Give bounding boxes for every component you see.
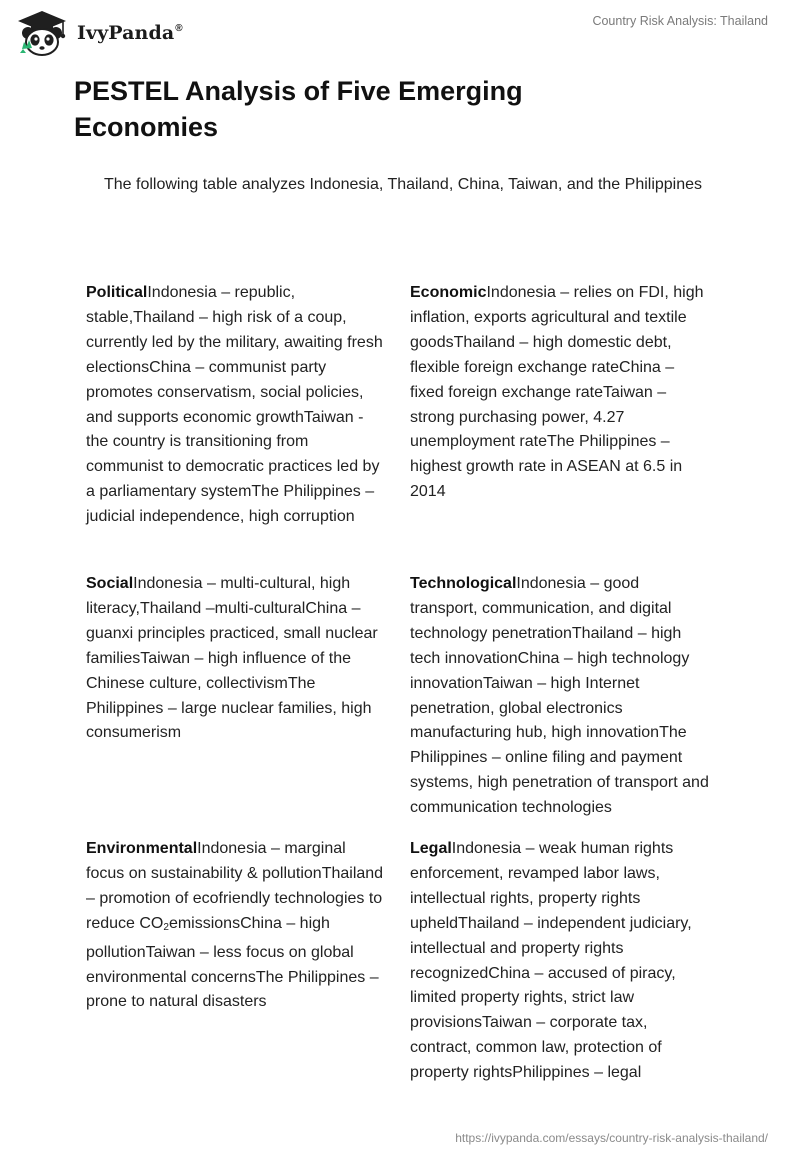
cell-text: Indonesia – republic, stable,Thailand – high risk of a coup, currently led by the military, awaiting fresh electionsChina – communist party promotes conservatism, social policies, and supports economic growthTaiwan - the country is transitioning from communist to democratic practices led by a parliamentary systemThe Philippines – judicial independence, high corruption	[86, 284, 383, 526]
cell-text: Indonesia – weak human rights enforcement, revamped labor laws, intellectual rights, property rights upheldThailand – independent judiciary, intellectual and property rights recognizedChina – accused of piracy, limited property rights, strict law provisionsTaiwan – corporate tax, contract, common law, protection of property rightsPhilippines – legal	[410, 840, 692, 1082]
logo-wordmark: IvyPanda®	[77, 22, 183, 44]
cell-text: Indonesia – multi-cultural, high literacy,Thailand –multi-culturalChina – guanxi principles practiced, small nuclear familiesTaiwan – high influence of the Chinese culture, collectivismThe Philippines – large nuclear families, high consumerism	[86, 575, 378, 742]
cell-text-continued: emissionsChina – high pollutionTaiwan – less focus on global environmental concernsThe Philippines – prone to natural disasters	[86, 914, 379, 1011]
intro-paragraph: The following table analyzes Indonesia, Thailand, China, Taiwan, and the Philippines	[104, 176, 703, 193]
cell-label: Economic	[410, 284, 487, 301]
pestel-cell-legal	[410, 837, 710, 1086]
panda-graduate-icon	[14, 9, 70, 57]
running-title: Country Risk Analysis: Thailand	[592, 14, 768, 28]
cell-label: Social	[86, 575, 134, 592]
cell-label: Environmental	[86, 840, 198, 857]
pestel-cell-social	[86, 572, 386, 746]
cell-label: Political	[86, 284, 148, 301]
page-title: PESTEL Analysis of Five Emerging Economies	[74, 76, 523, 142]
cell-text: Indonesia – good transport, communication, and digital technology penetrationThailand – high tech innovationChina – high technology innovationTaiwan – high Internet penetration, global electronics manufacturing hub, high innovationThe Philippines – online filing and payment systems, high penetration of transport and communication technologies	[410, 575, 709, 817]
pestel-cell-environmental	[86, 837, 386, 1015]
cell-text: Indonesia – relies on FDI, high inflation, exports agricultural and textile goodsThailand – high domestic debt, flexible foreign exchange rateChina – fixed foreign exchange rateTaiwan – strong purchasing power, 4.27 unemployment rateThe Philippines – highest growth rate in ASEAN at 6.5 in 2014	[410, 284, 704, 501]
ivypanda-logo[interactable]	[14, 9, 183, 57]
cell-label: Technological	[410, 575, 517, 592]
pestel-cell-economic	[410, 281, 710, 505]
co2-subscript: 2	[163, 921, 169, 933]
pestel-cell-technological	[410, 572, 710, 821]
page-header	[0, 0, 800, 66]
cell-label: Legal	[410, 840, 452, 857]
cell-text: Indonesia – marginal focus on sustainability & pollutionThailand – promotion of ecofriendly technologies to reduce CO	[86, 840, 384, 932]
source-url[interactable]: https://ivypanda.com/essays/country-risk-analysis-thailand/	[455, 1131, 768, 1145]
pestel-cell-political	[86, 281, 386, 530]
